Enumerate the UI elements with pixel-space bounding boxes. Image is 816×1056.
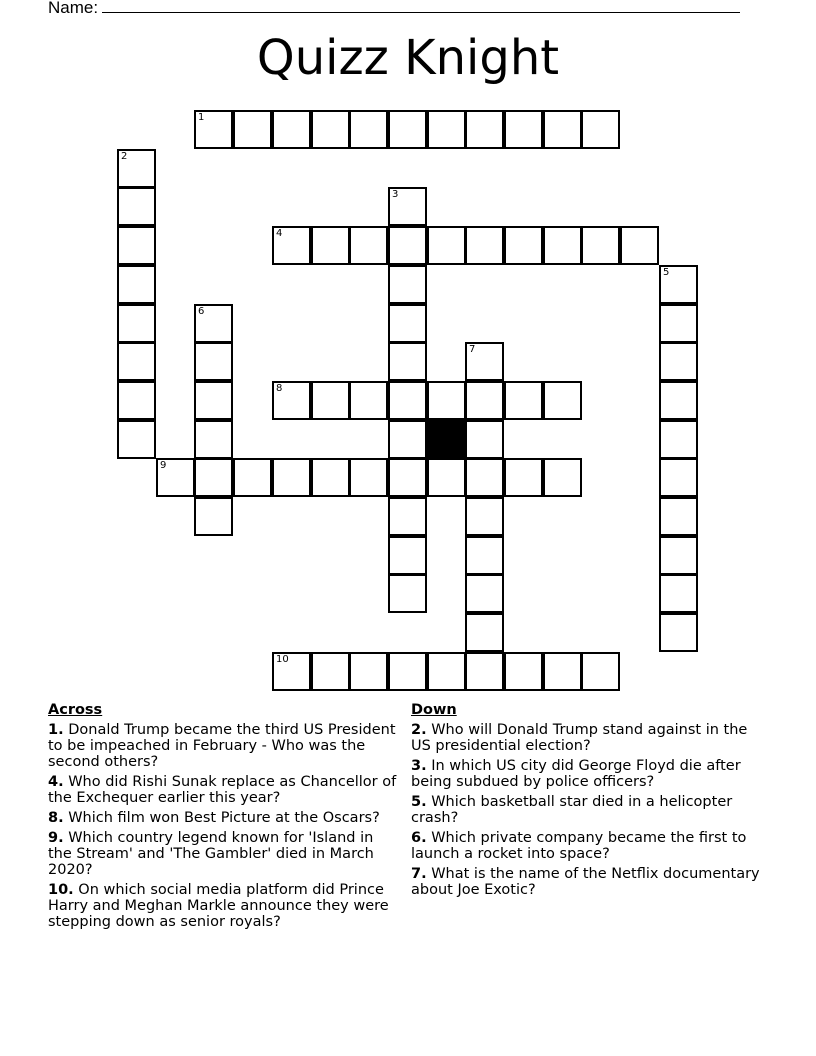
grid-cell[interactable] bbox=[311, 381, 350, 420]
grid-cell[interactable] bbox=[117, 381, 156, 420]
grid-cell[interactable] bbox=[156, 458, 195, 497]
cell-number: 1 bbox=[198, 112, 205, 123]
grid-cell[interactable] bbox=[388, 458, 427, 497]
grid-cell[interactable] bbox=[543, 458, 582, 497]
grid-cell[interactable] bbox=[427, 110, 466, 149]
grid-cell[interactable] bbox=[233, 458, 272, 497]
grid-cell[interactable] bbox=[504, 110, 543, 149]
grid-cell[interactable] bbox=[659, 342, 698, 381]
grid-cell[interactable] bbox=[194, 342, 233, 381]
grid-cell[interactable] bbox=[349, 381, 388, 420]
cell-number: 9 bbox=[160, 460, 167, 471]
grid-cell[interactable] bbox=[659, 265, 698, 304]
grid-cell[interactable] bbox=[388, 265, 427, 304]
grid-cell[interactable] bbox=[659, 420, 698, 459]
grid-cell[interactable] bbox=[504, 226, 543, 265]
grid-cell[interactable] bbox=[427, 226, 466, 265]
grid-cell[interactable] bbox=[388, 497, 427, 536]
grid-cell[interactable] bbox=[194, 458, 233, 497]
grid-cell[interactable] bbox=[117, 149, 156, 188]
grid-cell[interactable] bbox=[311, 226, 350, 265]
grid-cell[interactable] bbox=[620, 226, 659, 265]
down-clues bbox=[411, 702, 771, 902]
grid-cell[interactable] bbox=[465, 652, 504, 691]
grid-cell[interactable] bbox=[388, 381, 427, 420]
grid-cell[interactable] bbox=[388, 110, 427, 149]
grid-cell[interactable] bbox=[465, 110, 504, 149]
grid-cell[interactable] bbox=[581, 110, 620, 149]
cell-number: 7 bbox=[469, 344, 476, 355]
grid-cell[interactable] bbox=[504, 381, 543, 420]
name-label: Name: bbox=[48, 0, 99, 17]
grid-cell[interactable] bbox=[233, 110, 272, 149]
grid-cell[interactable] bbox=[194, 381, 233, 420]
grid-cell[interactable] bbox=[659, 536, 698, 575]
grid-cell[interactable] bbox=[194, 497, 233, 536]
clue-across-8: 8. Which film won Best Picture at the Oscars? bbox=[48, 810, 380, 826]
grid-cell[interactable] bbox=[465, 458, 504, 497]
grid-cell[interactable] bbox=[659, 574, 698, 613]
across-clues bbox=[48, 702, 398, 934]
cell-number: 6 bbox=[198, 306, 205, 317]
across-heading: Across bbox=[48, 702, 103, 718]
grid-cell[interactable] bbox=[504, 652, 543, 691]
grid-cell[interactable] bbox=[117, 187, 156, 226]
down-heading: Down bbox=[411, 702, 457, 718]
grid-cell[interactable] bbox=[543, 110, 582, 149]
grid-cell[interactable] bbox=[388, 652, 427, 691]
grid-cell[interactable] bbox=[194, 304, 233, 343]
grid-cell[interactable] bbox=[117, 226, 156, 265]
cell-number: 2 bbox=[121, 151, 128, 162]
clue-down-7: 7. What is the name of the Netflix documentary about Joe Exotic? bbox=[411, 866, 760, 898]
grid-cell[interactable] bbox=[659, 381, 698, 420]
cell-number: 4 bbox=[276, 228, 283, 239]
grid-cell[interactable] bbox=[117, 342, 156, 381]
grid-cell[interactable] bbox=[659, 497, 698, 536]
clue-across-9: 9. Which country legend known for 'Island in the Stream' and 'The Gambler' died in March 2020? bbox=[48, 830, 374, 878]
grid-cell[interactable] bbox=[659, 304, 698, 343]
grid-cell[interactable] bbox=[117, 420, 156, 459]
grid-cell[interactable] bbox=[388, 420, 427, 459]
grid-cell[interactable] bbox=[272, 226, 311, 265]
clue-across-1: 1. Donald Trump became the third US President to be impeached in February - Who was the second others? bbox=[48, 722, 396, 770]
grid-cell[interactable] bbox=[272, 458, 311, 497]
grid-cell[interactable] bbox=[272, 110, 311, 149]
grid-cell[interactable] bbox=[465, 381, 504, 420]
grid-cell[interactable] bbox=[311, 110, 350, 149]
grid-cell[interactable] bbox=[659, 613, 698, 652]
grid-cell[interactable] bbox=[272, 381, 311, 420]
grid-cell[interactable] bbox=[465, 342, 504, 381]
cell-number: 10 bbox=[276, 654, 289, 665]
grid-cell[interactable] bbox=[465, 420, 504, 459]
grid-cell[interactable] bbox=[581, 652, 620, 691]
grid-cell[interactable] bbox=[349, 226, 388, 265]
grid-cell[interactable] bbox=[427, 381, 466, 420]
grid-cell[interactable] bbox=[659, 458, 698, 497]
grid-cell[interactable] bbox=[194, 420, 233, 459]
cell-number: 8 bbox=[276, 383, 283, 394]
clue-down-3: 3. In which US city did George Floyd die after being subdued by police officers? bbox=[411, 758, 741, 790]
grid-cell[interactable] bbox=[465, 574, 504, 613]
grid-cell[interactable] bbox=[543, 381, 582, 420]
grid-cell[interactable] bbox=[349, 110, 388, 149]
grid-cell[interactable] bbox=[388, 187, 427, 226]
grid-cell[interactable] bbox=[581, 226, 620, 265]
grid-cell[interactable] bbox=[543, 652, 582, 691]
grid-cell[interactable] bbox=[388, 574, 427, 613]
black-cell bbox=[427, 420, 466, 459]
grid-cell[interactable] bbox=[272, 652, 311, 691]
cell-number: 3 bbox=[392, 189, 399, 200]
grid-cell[interactable] bbox=[465, 226, 504, 265]
grid-cell[interactable] bbox=[388, 304, 427, 343]
clue-across-4: 4. Who did Rishi Sunak replace as Chancellor of the Exchequer earlier this year? bbox=[48, 774, 397, 806]
grid-cell[interactable] bbox=[543, 226, 582, 265]
grid-cell[interactable] bbox=[311, 652, 350, 691]
grid-cell[interactable] bbox=[465, 613, 504, 652]
grid-cell[interactable] bbox=[388, 536, 427, 575]
grid-cell[interactable] bbox=[349, 458, 388, 497]
cell-number: 5 bbox=[663, 267, 670, 278]
grid-cell[interactable] bbox=[311, 458, 350, 497]
clue-down-5: 5. Which basketball star died in a helicopter crash? bbox=[411, 794, 733, 826]
puzzle-title: Quizz Knight bbox=[256, 30, 560, 86]
clue-down-2: 2. Who will Donald Trump stand against in the US presidential election? bbox=[411, 722, 748, 754]
grid-cell[interactable] bbox=[117, 304, 156, 343]
grid-cell[interactable] bbox=[388, 226, 427, 265]
grid-cell[interactable] bbox=[349, 652, 388, 691]
clue-down-6: 6. Which private company became the first to launch a rocket into space? bbox=[411, 830, 747, 862]
grid-cell[interactable] bbox=[427, 652, 466, 691]
grid-cell[interactable] bbox=[465, 536, 504, 575]
grid-cell[interactable] bbox=[465, 497, 504, 536]
clue-across-10: 10. On which social media platform did Prince Harry and Meghan Markle announce they were stepping down as senior royals? bbox=[48, 882, 389, 930]
grid-cell[interactable] bbox=[427, 458, 466, 497]
grid-cell[interactable] bbox=[194, 110, 233, 149]
grid-cell[interactable] bbox=[117, 265, 156, 304]
grid-cell[interactable] bbox=[388, 342, 427, 381]
grid-cell[interactable] bbox=[504, 458, 543, 497]
